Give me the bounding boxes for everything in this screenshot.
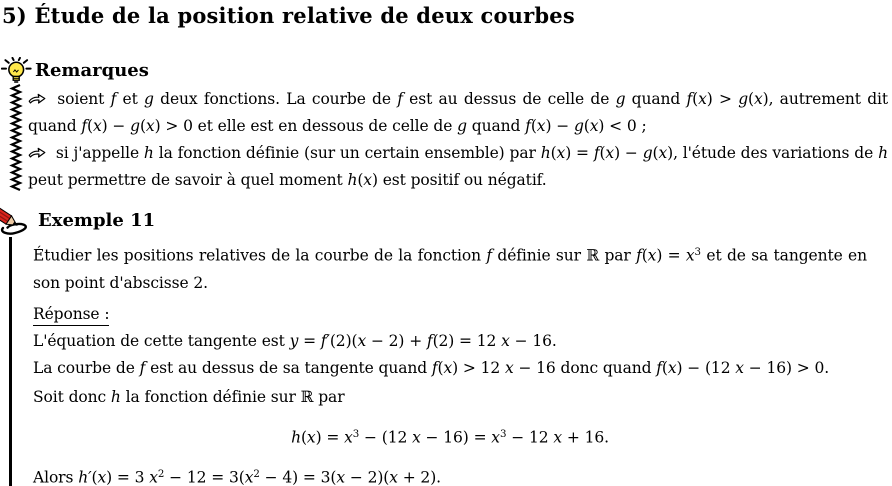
text-run: la fonction définie sur ℝ par (120, 387, 345, 406)
math-variable: y (289, 331, 299, 350)
text-run: Étudier les positions relatives de la courbe de la fonction (33, 246, 487, 265)
equation-line-tangent (33, 328, 867, 355)
curved-right-arrow-icon (28, 147, 46, 159)
text-run: ( (300, 428, 307, 447)
red-pencil-icon (0, 195, 39, 239)
text-run: L'équation de cette tangente est (33, 331, 290, 350)
text-run: ( (661, 358, 668, 377)
text-run: ( (139, 117, 146, 135)
math-variable: x (685, 246, 695, 265)
text-run: peut permettre de savoir à quel moment (28, 171, 348, 189)
math-variable: x (145, 117, 155, 135)
math-variable: f (686, 90, 693, 108)
math-variable: x (605, 144, 615, 162)
math-variable: x (501, 331, 510, 350)
text-run: et (116, 90, 145, 108)
math-superscript: 3 (352, 428, 360, 440)
text-run: Alors (33, 468, 79, 486)
math-variable: f (139, 358, 146, 377)
problem-statement (33, 239, 867, 297)
math-variable: x (363, 171, 372, 189)
text-run: est au dessus de sa tangente quand (145, 358, 432, 377)
remarks-body (28, 86, 888, 194)
text-run: ) > 12 (452, 358, 505, 377)
text-run: si j'appelle (51, 144, 144, 162)
math-variable: h (878, 144, 888, 162)
text-run: quand (625, 90, 687, 108)
response-row (33, 301, 867, 328)
text-run: ( (652, 144, 659, 162)
math-variable: h (540, 144, 551, 162)
text-run: − 16) = (420, 428, 492, 447)
math-variable: f (81, 117, 88, 135)
text-run: − (12 (359, 428, 413, 447)
text-run: définie sur ℝ par (492, 246, 637, 265)
math-variable: x (149, 468, 158, 486)
text-run: ( (87, 117, 93, 135)
math-variable: x (443, 358, 453, 377)
math-variable: h′ (78, 468, 92, 486)
display-formula (33, 421, 867, 452)
text-run: − 16 donc quand (513, 358, 657, 377)
math-variable: x (97, 468, 107, 486)
text-run: ( (641, 246, 648, 265)
text-run: − 16. (509, 331, 557, 350)
math-superscript: 3 (499, 428, 507, 440)
math-variable: g (642, 144, 653, 162)
math-variable: x (553, 428, 563, 447)
text-run: ) > 0 et elle est en dessous de celle de (154, 117, 458, 135)
math-variable: x (389, 468, 398, 486)
math-superscript: 2 (157, 469, 165, 481)
text-run: − 16) > 0. (743, 358, 830, 377)
math-variable: f (426, 331, 433, 350)
math-variable: x (504, 358, 514, 377)
math-variable: h (110, 387, 121, 406)
text-run: − 12 (506, 428, 554, 447)
text-run: la fonction définie (sur un certain ensemble) par (153, 144, 541, 162)
text-run: + 2). (397, 468, 441, 486)
text-run: ( (530, 117, 537, 135)
curved-right-arrow-icon (28, 93, 46, 105)
math-variable: g (457, 117, 467, 135)
text-run: ) < 0 ; (598, 117, 647, 135)
text-run: ) = (656, 246, 686, 265)
equation-line-position (33, 355, 867, 382)
math-variable: x (92, 117, 102, 135)
text-run: ( (550, 144, 557, 162)
text-run: et de sa tangente en son point d'abscisse 2. (33, 246, 867, 292)
math-variable: x (589, 117, 599, 135)
text-run: ) = (565, 144, 594, 162)
text-run: ) = (315, 428, 345, 447)
math-variable: g (573, 117, 584, 135)
math-variable: f (397, 90, 403, 108)
text-run: ) − (12 (676, 358, 736, 377)
math-variable: f (636, 246, 642, 265)
text-run: + 16. (562, 428, 609, 447)
text-run: − 2) + (366, 331, 427, 350)
text-run: ( (748, 90, 754, 108)
text-run: ( (91, 468, 98, 486)
math-variable: f (431, 358, 438, 377)
math-variable: x (536, 117, 546, 135)
text-run: ( (437, 358, 444, 377)
math-variable: f (593, 144, 600, 162)
math-variable: x (735, 358, 744, 377)
math-variable: x (336, 468, 346, 486)
math-variable: f (525, 117, 531, 135)
text-run: ) − (614, 144, 643, 162)
math-variable: x (357, 331, 367, 350)
text-run: − 2)( (345, 468, 390, 486)
zigzag-border (7, 84, 25, 192)
text-run: ( (357, 171, 364, 189)
example-body (9, 237, 867, 486)
math-variable: x (647, 246, 657, 265)
math-variable: h (143, 144, 154, 162)
response-label: Réponse : (33, 305, 109, 326)
text-run: = (298, 331, 321, 350)
text-run: quand (466, 117, 526, 135)
math-variable: x (306, 428, 316, 447)
remarks-heading: Remarques (35, 60, 149, 81)
example-section (0, 198, 892, 486)
math-variable: h (291, 428, 301, 447)
text-run: ( (599, 144, 606, 162)
math-variable: g (738, 90, 749, 108)
text-run: ) > (706, 90, 739, 108)
math-variable: x (658, 144, 668, 162)
math-variable: f (486, 246, 493, 265)
remark-item (28, 140, 888, 194)
math-variable: g (144, 90, 154, 108)
example-heading: Exemple 11 (38, 210, 156, 231)
text-run: Soit donc (33, 387, 111, 406)
math-variable: f (656, 358, 662, 377)
equation-line-definition (33, 384, 867, 411)
math-superscript: 3 (694, 247, 702, 258)
math-variable: x (244, 468, 254, 486)
math-variable: x (753, 90, 763, 108)
text-run: − 4) = 3( (259, 468, 337, 486)
text-run: ( (583, 117, 590, 135)
text-run: ) est positif ou négatif. (371, 171, 547, 189)
page-title: 5) Étude de la position relative de deux courbes (2, 3, 575, 28)
text-run: La courbe de (33, 358, 140, 377)
math-variable: g (130, 117, 140, 135)
text-run: soient (51, 90, 111, 108)
text-run: (2)( (329, 331, 358, 350)
derivative-line (33, 461, 867, 486)
text-run: ), l'étude des variations de (667, 144, 879, 162)
text-run: ) − (545, 117, 574, 135)
text-run: ( (692, 90, 699, 108)
math-variable: x (412, 428, 421, 447)
math-variable: x (491, 428, 500, 447)
math-variable: x (698, 90, 707, 108)
text-run: est au dessus de celle de (402, 90, 616, 108)
math-variable: f (110, 90, 117, 108)
text-run: ), autrement dit quand (28, 90, 888, 135)
math-superscript: 2 (253, 469, 260, 481)
remark-item (28, 86, 888, 140)
math-variable: x (344, 428, 353, 447)
text-run: ) = 3 (106, 468, 150, 486)
text-run: ) − (101, 117, 131, 135)
text-run: deux fonctions. La courbe de (153, 90, 398, 108)
math-variable: g (615, 90, 626, 108)
math-variable: x (556, 144, 566, 162)
text-run: (2) = 12 (432, 331, 502, 350)
text-run: − 12 = 3( (164, 468, 245, 486)
math-variable: f′ (320, 331, 330, 350)
math-variable: h (347, 171, 358, 189)
math-variable: x (667, 358, 677, 377)
